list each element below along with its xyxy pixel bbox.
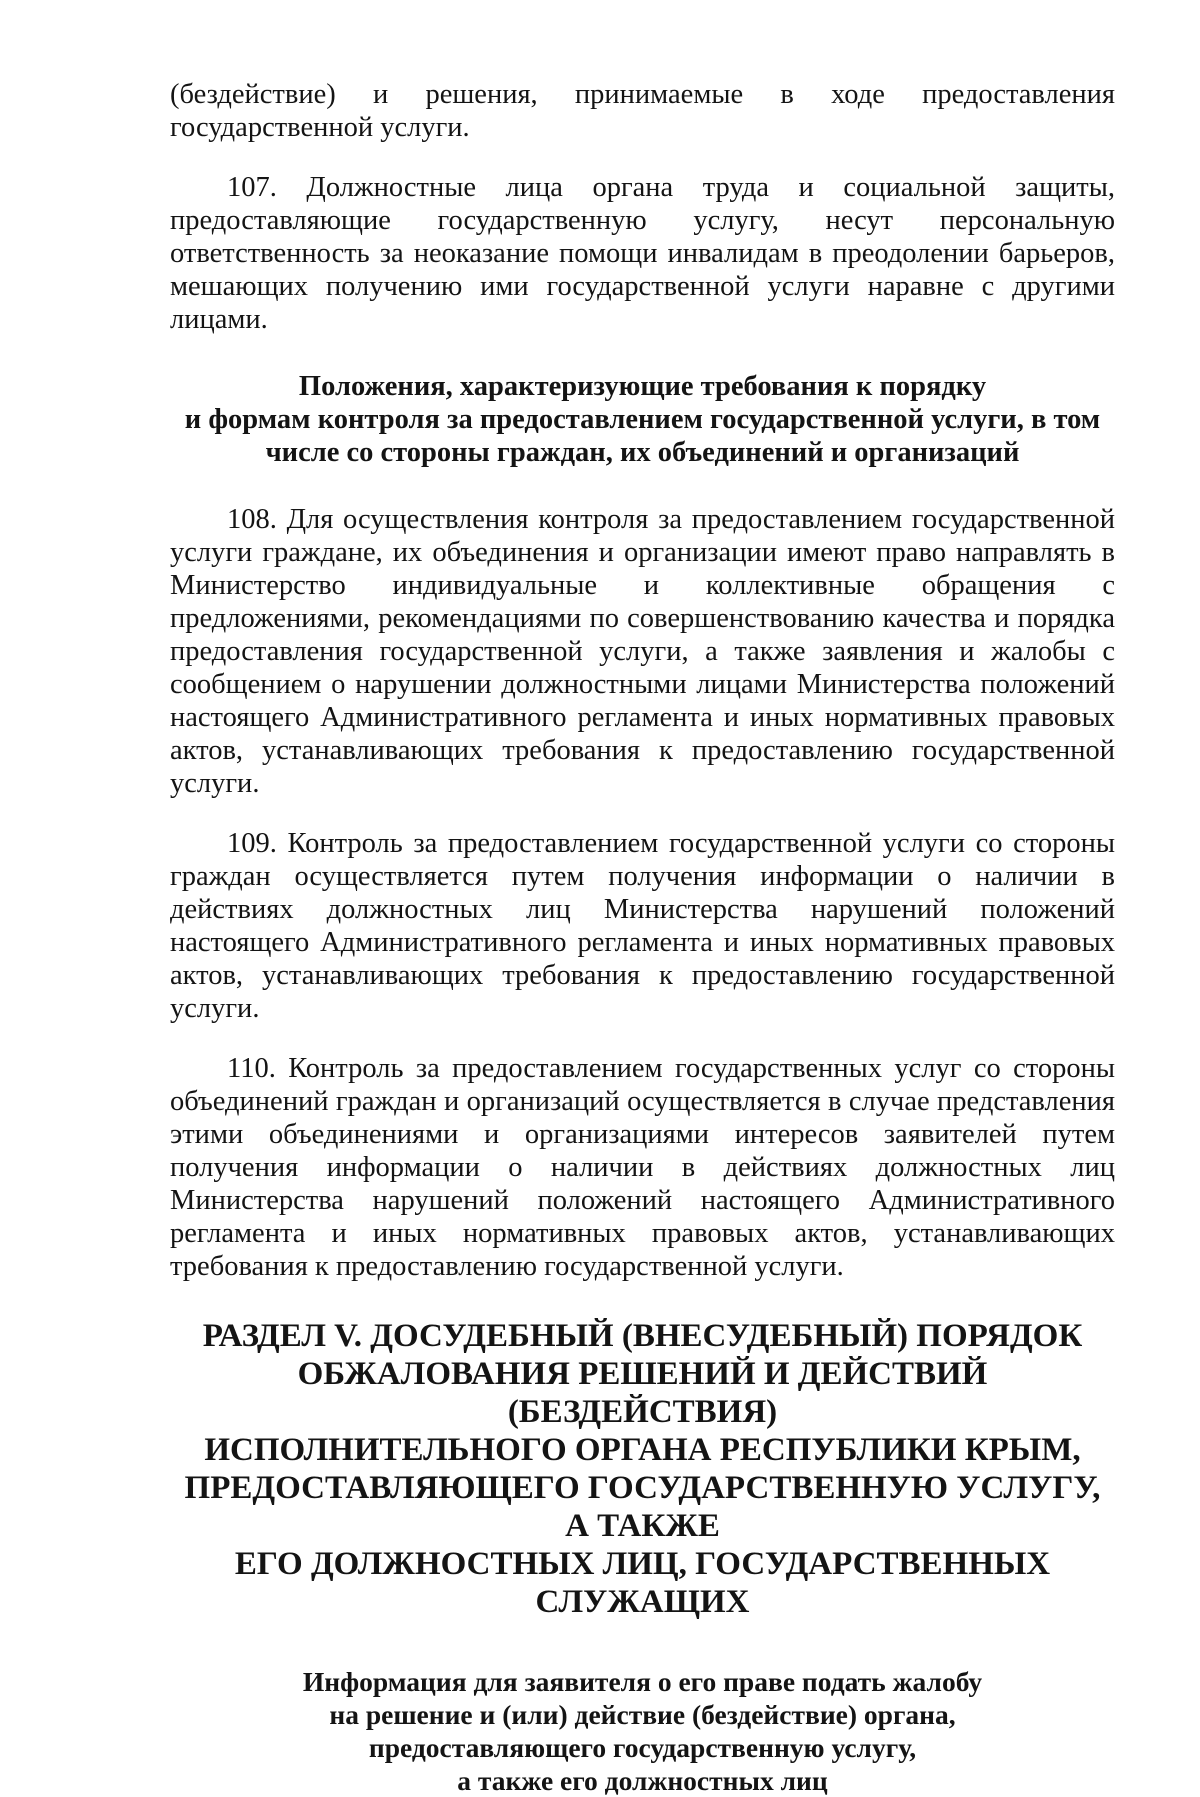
- heading-line: ЕГО ДОЛЖНОСТНЫХ ЛИЦ, ГОСУДАРСТВЕННЫХ СЛУЖАЩИХ: [234, 1546, 1051, 1620]
- spacer: [170, 336, 1115, 370]
- spacer: [170, 469, 1115, 503]
- section-v-heading: [170, 1317, 1115, 1621]
- document-page: [170, 78, 1115, 1797]
- paragraph-107: 107. Должностные лица органа труда и социальной защиты, предоставляющие государственную услугу, несут персональную ответственность за неоказание помощи инвалидам в преодолении барьеров, мешающих получению ими государственной услуги наравне с другими лицами.: [170, 172, 1115, 335]
- spacer: [170, 144, 1115, 171]
- heading-line: ИСПОЛНИТЕЛЬНОГО ОРГАНА РЕСПУБЛИКИ КРЫМ,: [204, 1432, 1081, 1468]
- heading-line: ОБЖАЛОВАНИЯ РЕШЕНИЙ И ДЕЙСТВИЙ (БЕЗДЕЙСТВИЯ): [297, 1356, 988, 1430]
- heading-line: РАЗДЕЛ V. ДОСУДЕБНЫЙ (ВНЕСУДЕБНЫЙ) ПОРЯДОК: [202, 1318, 1083, 1354]
- control-section-heading: [170, 370, 1115, 469]
- spacer: [170, 1283, 1115, 1317]
- spacer: [170, 1025, 1115, 1052]
- continuation-paragraph: (бездействие) и решения, принимаемые в ходе предоставления государственной услуги.: [170, 79, 1115, 143]
- paragraph-109: 109. Контроль за предоставлением государственной услуги со стороны граждан осуществляется путем получения информации о наличии в действиях должностных лиц Министерства нарушений положений настоящего Административного регламента и иных нормативных правовых актов, устанавливающих требования к предоставлению государственной услуги.: [170, 828, 1115, 1024]
- paragraph-108: 108. Для осуществления контроля за предоставлением государственной услуги граждане, их объединения и организации имеют право направлять в Министерство индивидуальные и коллективные обращения с предложениями, рекомендациями по совершенствованию качества и порядка предоставления государственной услуги, а также заявления и жалобы с сообщением о нарушении должностными лицами Министерства положений настоящего Административного регламента и иных нормативных правовых актов, устанавливающих требования к предоставлению государственной услуги.: [170, 504, 1115, 799]
- paragraph-110: 110. Контроль за предоставлением государственных услуг со стороны объединений граждан и организаций осуществляется в случае представления этими объединениями и организациями интересов заявителей путем получения информации о наличии в действиях должностных лиц Министерства нарушений положений настоящего Административного регламента и иных нормативных правовых актов, устанавливающих требования к предоставлению государственной услуги.: [170, 1053, 1115, 1282]
- heading-line: Положения, характеризующие требования к порядку: [298, 371, 987, 402]
- heading-line: на решение и (или) действие (бездействие) органа,: [329, 1699, 956, 1730]
- spacer: [170, 800, 1115, 827]
- heading-line: а также его должностных лиц: [457, 1765, 828, 1796]
- heading-line: ПРЕДОСТАВЛЯЮЩЕГО ГОСУДАРСТВЕННУЮ УСЛУГУ, А ТАКЖЕ: [184, 1470, 1101, 1544]
- complaint-info-heading: [170, 1665, 1115, 1797]
- heading-line: Информация для заявителя о его праве подать жалобу: [302, 1666, 983, 1697]
- heading-line: числе со стороны граждан, их объединений и организаций: [265, 437, 1020, 468]
- heading-line: предоставляющего государственную услугу,: [368, 1732, 917, 1763]
- spacer: [170, 1621, 1115, 1665]
- heading-line: и формам контроля за предоставлением государственной услуги, в том: [184, 404, 1101, 435]
